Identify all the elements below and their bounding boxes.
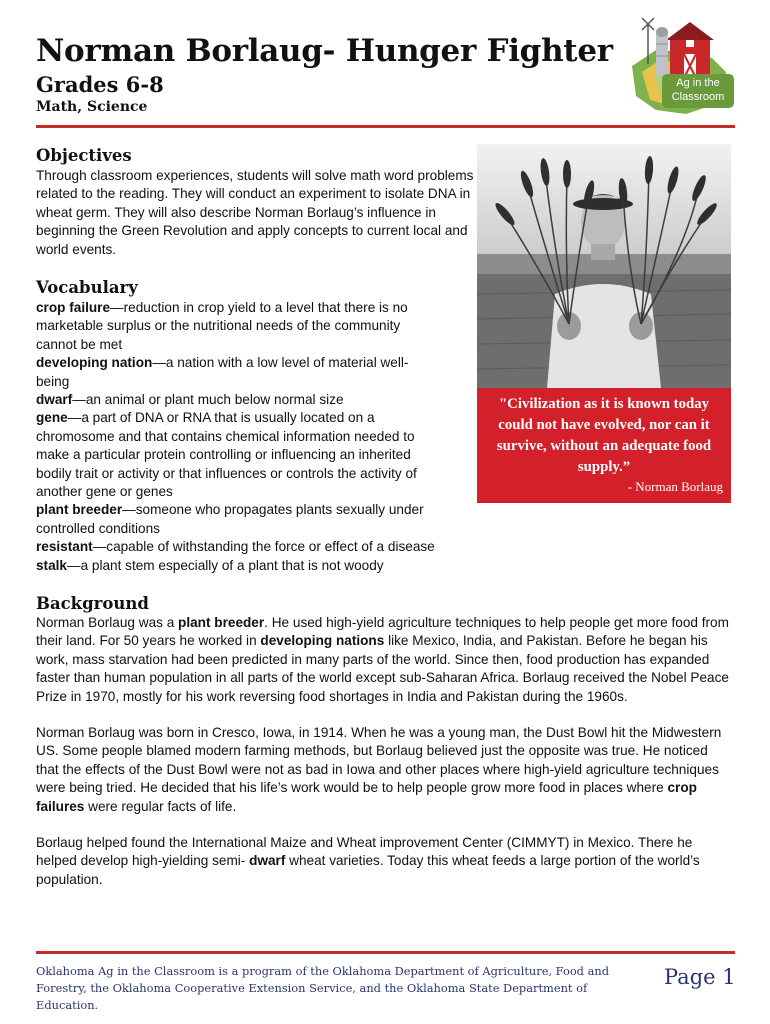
page-title: Norman Borlaug- Hunger Fighter [36, 33, 613, 69]
footer-text: Oklahoma Ag in the Classroom is a program of the Oklahoma Department of Agriculture, Food and Forestry, the Oklahoma Cooperative Extension Service, and the Oklahoma State Department of Education. [36, 964, 610, 1012]
background-text [36, 614, 732, 907]
background-paragraph [36, 834, 732, 889]
vocab-entry [36, 299, 436, 354]
grade-level: Grades 6-8 [36, 72, 164, 97]
vocab-entry [36, 501, 472, 538]
vocab-definition: —a plant stem especially of a plant that is not woody [66, 557, 384, 573]
quote-box [477, 388, 731, 503]
vocab-term: developing nation [36, 355, 153, 371]
text-run: Norman Borlaug was a [36, 615, 179, 630]
vocabulary-list [36, 299, 480, 575]
vocab-highlight: crop failures [36, 780, 697, 814]
text-run: . He used high-yield agriculture techniques to help people get more food from their land. For 50 years he worked in [36, 615, 729, 649]
vocab-entry [36, 538, 480, 556]
vocab-entry [36, 391, 456, 409]
vocab-entry [36, 354, 436, 391]
background-heading: Background [36, 594, 149, 613]
subjects: Math, Science [36, 99, 148, 115]
vocab-definition: —capable of withstanding the force or effect of a disease [92, 539, 435, 555]
objectives-text: Through classroom experiences, students will solve math word problems related to the reading. They will conduct an experiment to isolate DNA in wheat germ. They will also describe Norman Borlaug’s influence in beginning the Green Revolution and apply concepts to current local and world events. [36, 168, 474, 257]
vocab-term: plant breeder [36, 502, 123, 518]
logo-text: Ag in the Classroom [671, 77, 725, 103]
vocab-definition: —reduction in crop yield to a level that there is no marketable surplus or the nutritional needs of the community cannot be met [36, 300, 408, 352]
vocab-highlight: dwarf [249, 853, 286, 869]
page-number: Page 1 [664, 965, 736, 989]
background-paragraph [36, 724, 732, 816]
vocab-term: gene [36, 410, 68, 426]
text-run: Borlaug helped found the International Maize and Wheat improvement Center (CIMMYT) in Mexico. There he helped develop high-yielding semi- [36, 835, 693, 869]
text-run: wheat varieties. Today this wheat feeds a large portion of the world’s population. [36, 853, 700, 887]
objectives-heading: Objectives [36, 146, 132, 165]
text-run: Norman Borlaug was born in Cresco, Iowa, in 1914. When he was a young man, the Dust Bowl hit the Midwestern US. Some people blamed modern farming methods, but Borlaug believed just the opposite was true. He noticed that the effects of the Dust Bowl were not as bad in Iowa and other places where high-yield agriculture techniques were being tried. He decided that his life’s work would be to help people grow more food in places where [36, 725, 722, 796]
footer-rule [36, 951, 735, 954]
quote-author: - Norman Borlaug [627, 479, 723, 494]
background-paragraph [36, 614, 732, 706]
vocab-term: stalk [36, 557, 67, 573]
vocab-entry [36, 557, 476, 575]
vocab-definition: —an animal or plant much below normal size [72, 392, 344, 408]
header-rule [36, 125, 735, 128]
vocab-definition: —someone who propagates plants sexually under controlled conditions [36, 502, 424, 536]
quote-text: "Civilization as it is known today could not have evolved, nor can it survive, without an adequate food supply.” [496, 396, 712, 475]
vocab-term: dwarf [36, 392, 73, 408]
vocab-entry [36, 409, 446, 501]
borlaug-wheat-photo [477, 144, 731, 388]
vocab-highlight: developing nations [260, 633, 385, 649]
vocab-definition: —a part of DNA or RNA that is usually located on a chromosome and that contains chemical information needed to make a particular protein controlling or influencing an inherited bodily trait or activity or that influences or controls the activity of another gene or genes [36, 410, 417, 500]
vocab-definition: —a nation with a low level of material well-being [36, 355, 409, 389]
text-run: were regular facts of life. [84, 798, 237, 814]
vocab-term: crop failure [36, 300, 111, 315]
vocabulary-heading: Vocabulary [36, 278, 138, 297]
text-run: like Mexico, India, and Pakistan. Before he began his work, mass starvation had been predicted in many parts of the world. Since then, food production has expanded faster than human population in all parts of the world except sub-Saharan Africa. Borlaug received the Nobel Peace Prize in 1970, mostly for his work reversing food shortages in India and Pakistan during the 1960s. [36, 633, 729, 704]
vocab-term: resistant [36, 539, 93, 555]
vocab-highlight: plant breeder [178, 615, 265, 630]
